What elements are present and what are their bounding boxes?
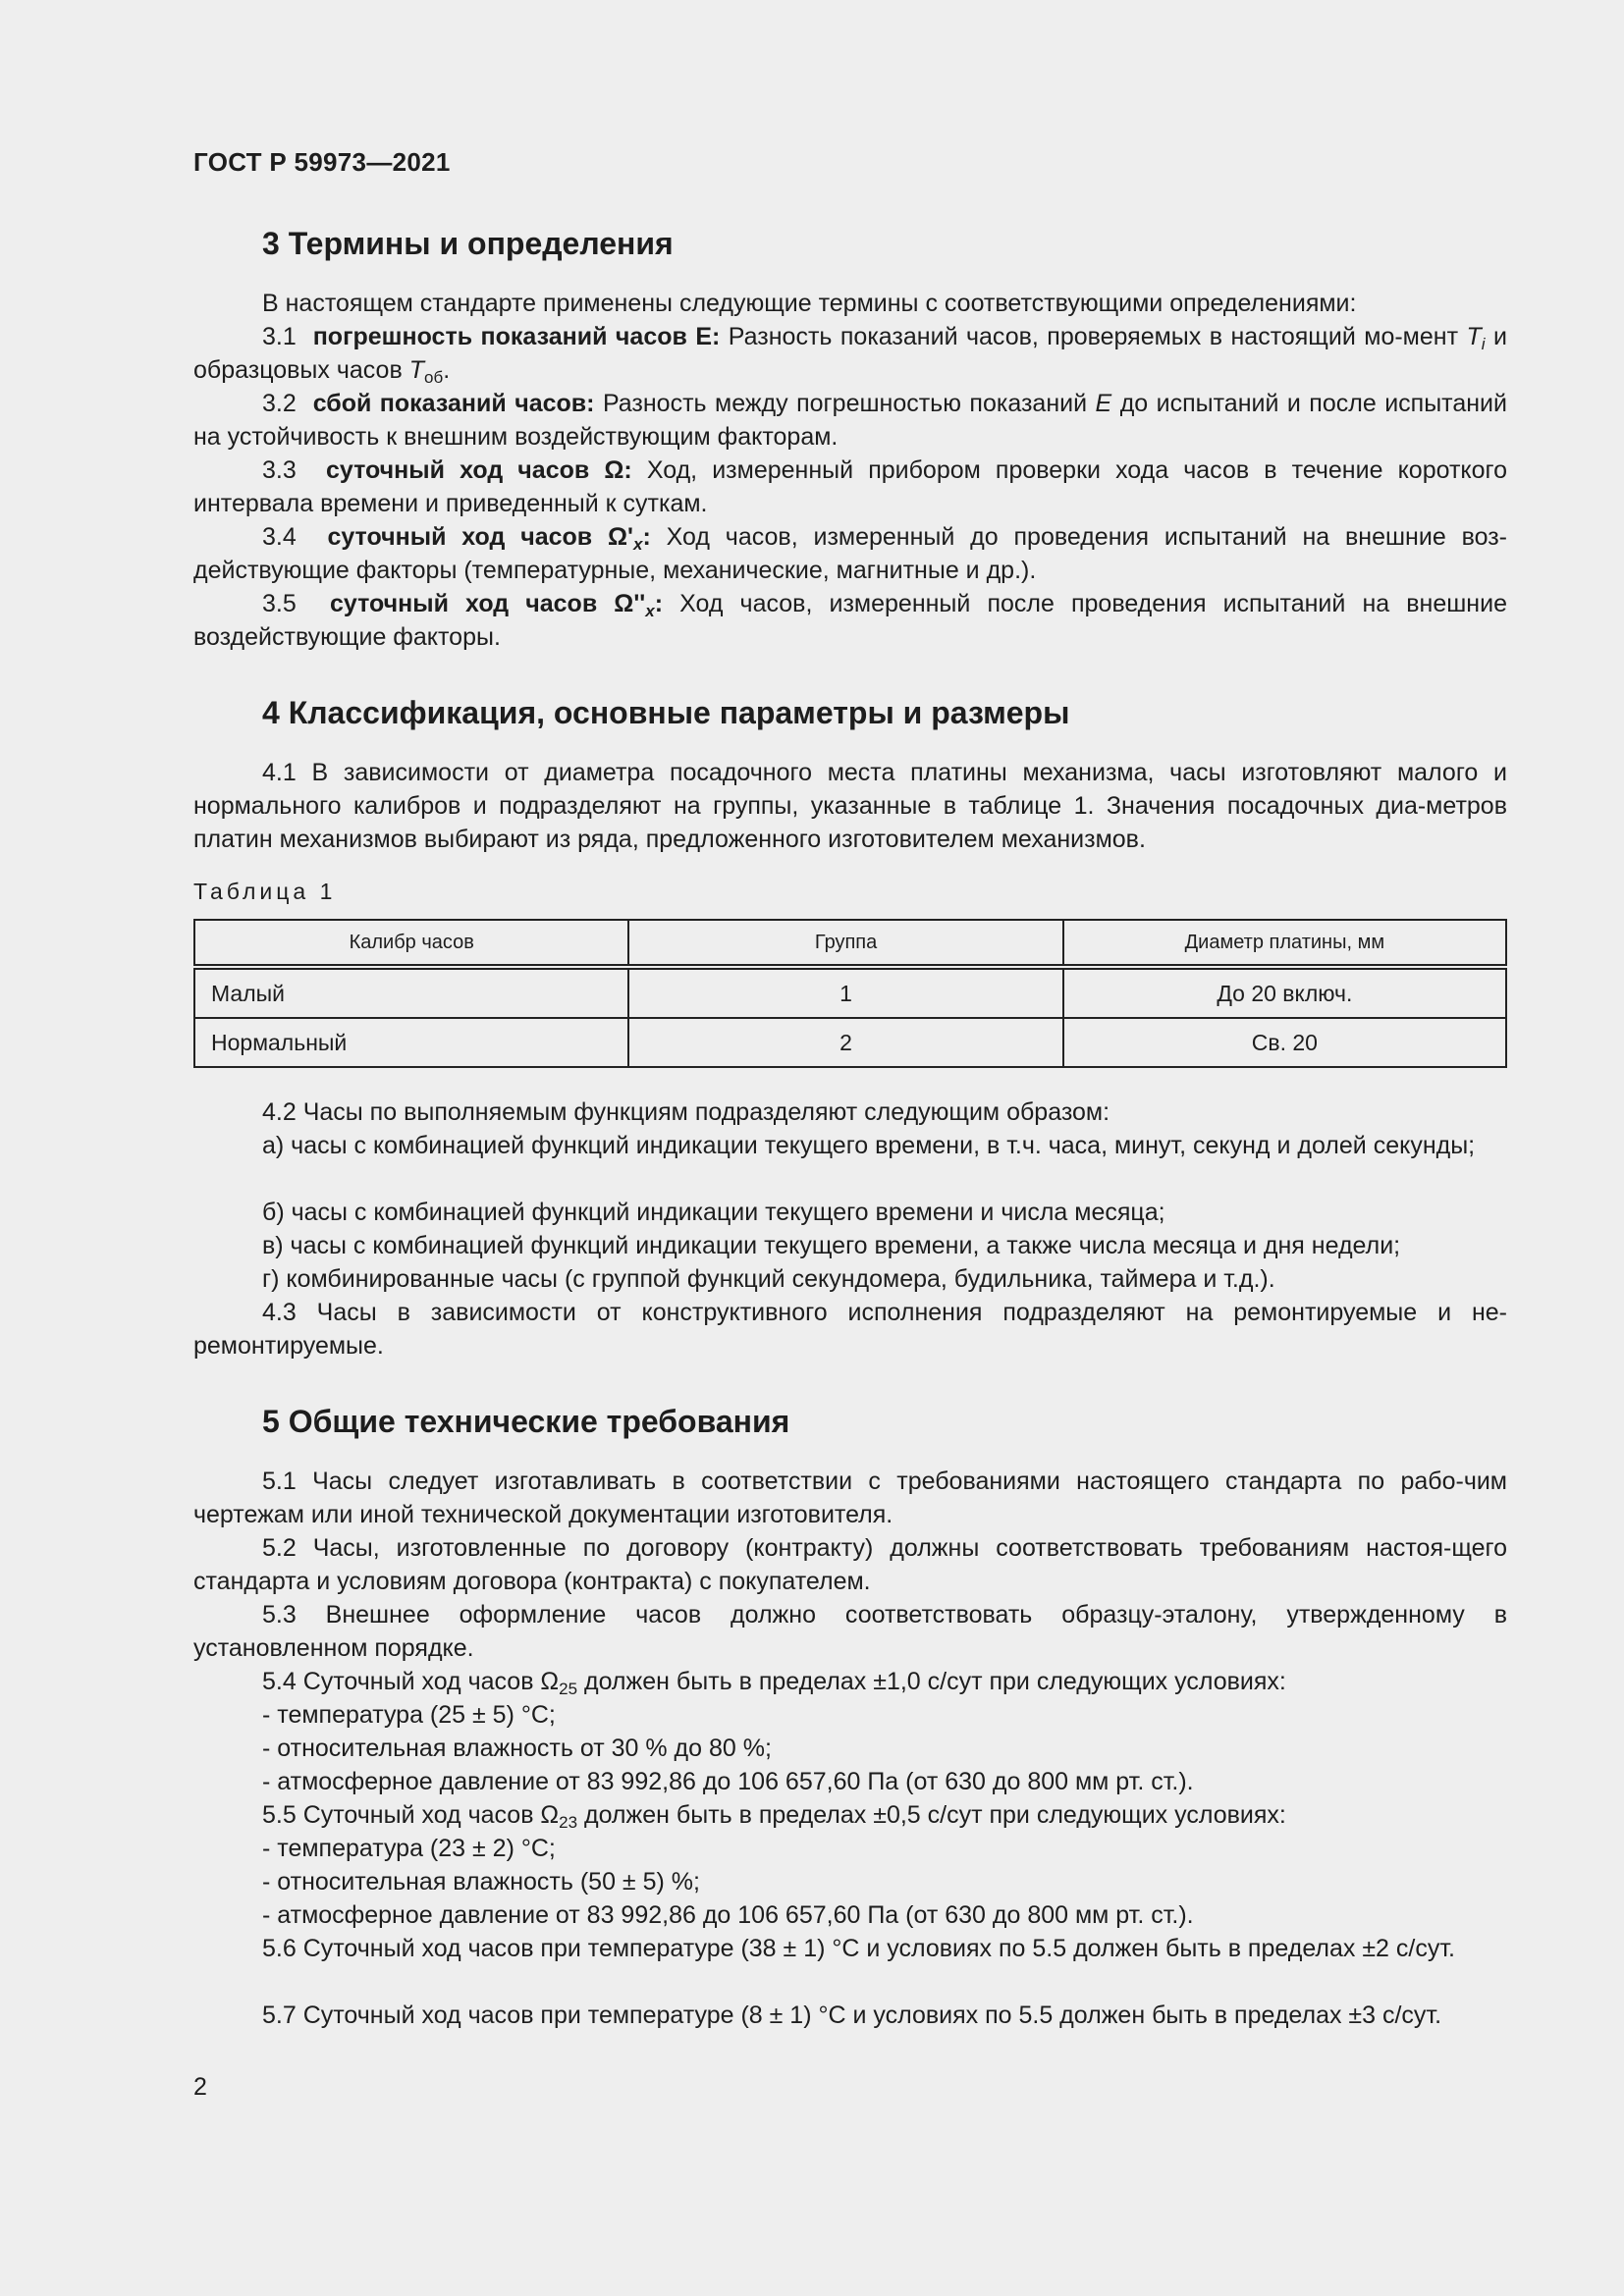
term-3-1-text-a: Разность показаний часов, проверяемых в настоящий мо-мент <box>720 323 1467 350</box>
term-3-3-text: Ход, измеренный прибором проверки хода часов в течение короткого интервала времени и приведенный к суткам. <box>193 456 1507 517</box>
term-3-3 <box>193 454 1507 520</box>
term-3-4-colon: : <box>642 523 651 551</box>
term-3-4-number: 3.4 <box>262 523 297 551</box>
paragraph-5-1: 5.1 Часы следует изготавливать в соответствии с требованиями настоящего стандарта по рабо-чим чертежам или иной технической документации изготовителя. <box>193 1468 1507 1528</box>
list-item-5-5-3: - атмосферное давление от 83 992,86 до 106 657,60 Па (от 630 до 800 мм рт. ст.). <box>262 1901 1194 1929</box>
paragraph-5-3: 5.3 Внешнее оформление часов должно соответствовать образцу-эталону, утвержденному в установленном порядке. <box>193 1601 1507 1662</box>
term-3-2-term: сбой показаний часов: <box>312 390 595 417</box>
section-3-title: 3 Термины и определения <box>262 226 674 261</box>
list-item-5-5-1: - температура (23 ± 2) °С; <box>262 1835 556 1862</box>
symbol-e: E <box>1095 390 1112 417</box>
table-header-cell: Диаметр платины, мм <box>1063 920 1506 967</box>
list-item-5-4-2: - относительная влажность от 30 % до 80 %; <box>262 1735 772 1762</box>
list-item-5-4-1: - температура (25 ± 5) °С; <box>262 1701 556 1729</box>
table-caption: Таблица 1 <box>193 879 337 904</box>
table-cell: Нормальный <box>194 1018 628 1067</box>
paragraph-4-1: 4.1 В зависимости от диаметра посадочного места платины механизма, часы изготовляют малого и нормального калибров и подразделяют на группы, указанные в таблице 1. Значения посадочных диа-метров платин механизмов выбирают из ряда, предложенного изготовителем механизмов. <box>193 759 1507 853</box>
term-3-2 <box>193 387 1507 454</box>
term-3-4 <box>193 520 1507 587</box>
paragraph-5-7: 5.7 Суточный ход часов при температуре (8 ± 1) °С и условиях по 5.5 должен быть в пределах ±3 с/сут. <box>262 2002 1442 2029</box>
table-row <box>194 967 1506 1018</box>
paragraph-5-4-sub: 25 <box>559 1680 578 1698</box>
symbol-ti: T <box>1466 323 1482 350</box>
term-3-2-text-b: до испытаний и после испытаний на устойчивость к внешним воздействующим факторам. <box>193 390 1507 451</box>
term-3-2-text-a: Разность между погрешностью показаний <box>594 390 1096 417</box>
term-3-1-end: . <box>443 356 451 384</box>
table-cell: Св. 20 <box>1063 1018 1506 1067</box>
symbol-tob-sub: об <box>423 368 444 387</box>
document-header: ГОСТ Р 59973—2021 <box>193 147 451 177</box>
term-3-3-term: суточный ход часов Ω: <box>325 456 632 484</box>
table-cell: 1 <box>628 967 1062 1018</box>
term-3-5-number: 3.5 <box>262 590 297 617</box>
paragraph-5-5 <box>193 1798 1507 1832</box>
term-3-4-sub: x <box>633 535 643 554</box>
table-1 <box>193 919 1507 1068</box>
term-3-5-sub: x <box>645 602 655 620</box>
paragraph-5-4-b: должен быть в пределах ±1,0 с/сут при следующих условиях: <box>577 1668 1286 1695</box>
list-item-4-2-a: а) часы с комбинацией функций индикации текущего времени, в т.ч. часа, минут, секунд и долей секунды; <box>262 1132 1476 1159</box>
paragraph-5-4-a: 5.4 Суточный ход часов Ω <box>262 1668 560 1695</box>
symbol-tob: T <box>408 356 424 384</box>
section-5-title: 5 Общие технические требования <box>262 1404 790 1439</box>
term-3-5-term: суточный ход часов Ω'' <box>329 590 646 617</box>
table-header-row <box>194 920 1506 967</box>
page-number: 2 <box>193 2073 207 2101</box>
term-3-5 <box>193 587 1507 654</box>
paragraph-5-6: 5.6 Суточный ход часов при температуре (38 ± 1) °С и условиях по 5.5 должен быть в пределах ±2 с/сут. <box>262 1935 1455 1962</box>
paragraph-5-5-a: 5.5 Суточный ход часов Ω <box>262 1801 560 1829</box>
list-item-4-2-c: в) часы с комбинацией функций индикации текущего времени, а также числа месяца и дня недели; <box>262 1232 1401 1259</box>
list-item-5-5-2: - относительная влажность (50 ± 5) %; <box>262 1868 700 1896</box>
paragraph-5-5-b: должен быть в пределах ±0,5 с/сут при следующих условиях: <box>577 1801 1286 1829</box>
term-3-5-colon: : <box>654 590 664 617</box>
term-3-1-number: 3.1 <box>262 323 297 350</box>
term-3-4-text: Ход часов, измеренный до проведения испытаний на внешние воз-действующие факторы (температурные, механические, магнитные и др.). <box>193 523 1507 584</box>
table-cell: До 20 включ. <box>1063 967 1506 1018</box>
term-3-3-number: 3.3 <box>262 456 297 484</box>
paragraph-5-2: 5.2 Часы, изготовленные по договору (контракту) должны соответствовать требованиям настоя-щего стандарта и условиям договора (контракта) с покупателем. <box>193 1534 1507 1595</box>
section-3-intro: В настоящем стандарте применены следующие термины с соответствующими определениями: <box>262 290 1357 317</box>
table-cell: 2 <box>628 1018 1062 1067</box>
table-cell: Малый <box>194 967 628 1018</box>
list-item-4-2-b: б) часы с комбинацией функций индикации текущего времени и числа месяца; <box>262 1199 1165 1226</box>
term-3-1-text-b: и образцовых часов <box>193 323 1507 384</box>
paragraph-4-2: 4.2 Часы по выполняемым функциям подразделяют следующим образом: <box>262 1098 1110 1126</box>
term-3-2-number: 3.2 <box>262 390 297 417</box>
term-3-1-term: погрешность показаний часов E: <box>312 323 721 350</box>
section-4-title: 4 Классификация, основные параметры и размеры <box>262 695 1070 730</box>
paragraph-5-5-sub: 23 <box>559 1813 578 1832</box>
table-header-cell: Калибр часов <box>194 920 628 967</box>
table-row <box>194 1018 1506 1067</box>
list-item-5-4-3: - атмосферное давление от 83 992,86 до 106 657,60 Па (от 630 до 800 мм рт. ст.). <box>262 1768 1194 1795</box>
paragraph-5-4 <box>193 1665 1507 1698</box>
term-3-5-text: Ход часов, измеренный после проведения испытаний на внешние воздействующие факторы. <box>193 590 1507 651</box>
symbol-ti-sub: i <box>1481 335 1486 353</box>
term-3-4-term: суточный ход часов Ω' <box>327 523 633 551</box>
table-header-cell: Группа <box>628 920 1062 967</box>
paragraph-4-3: 4.3 Часы в зависимости от конструктивного исполнения подразделяют на ремонтируемые и не-ремонтируемые. <box>193 1299 1507 1360</box>
list-item-4-2-d: г) комбинированные часы (с группой функций секундомера, будильника, таймера и т.д.). <box>262 1265 1275 1293</box>
term-3-1 <box>193 320 1507 387</box>
